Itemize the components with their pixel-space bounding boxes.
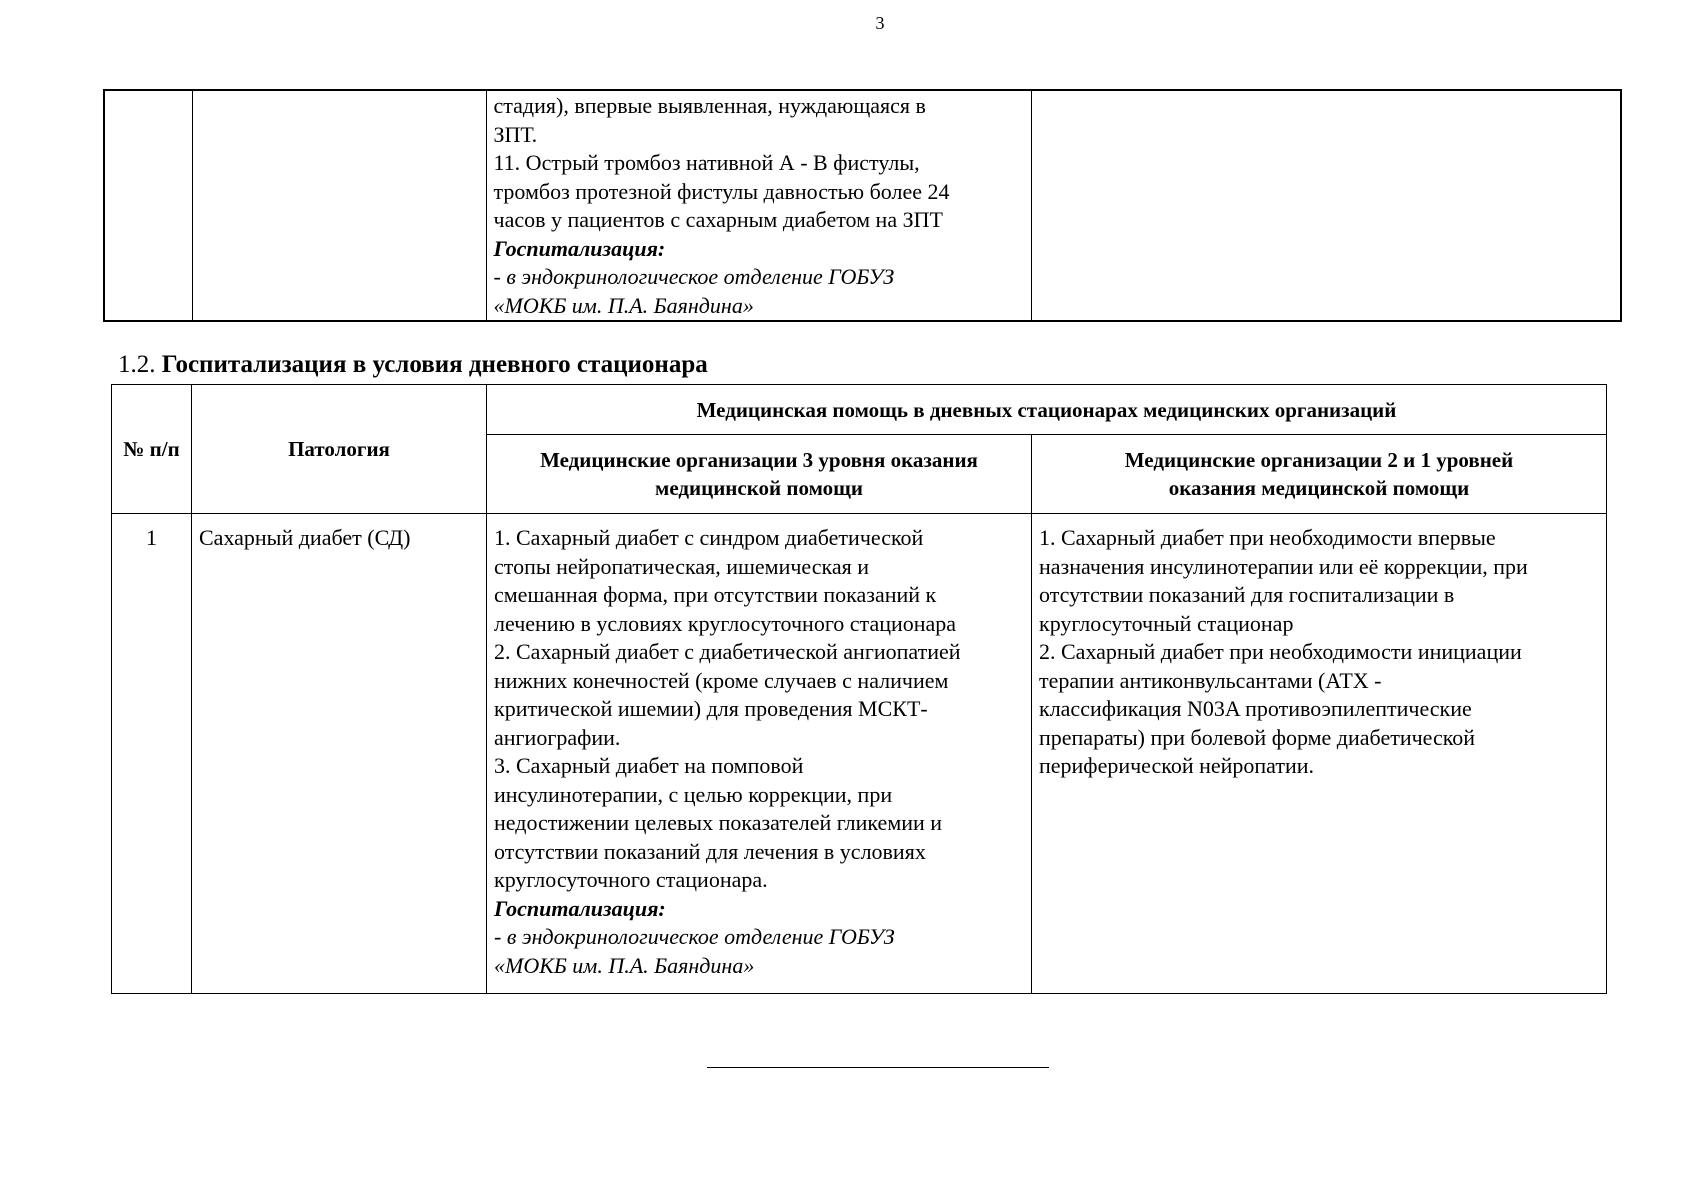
level3-cell — [486, 90, 1031, 321]
text-line: лечению в условиях круглосуточного стационара — [494, 610, 957, 636]
text-line: стадия), впервые выявленная, нуждающаяся в — [493, 93, 926, 118]
table-row — [104, 90, 1621, 321]
header-level3-line-1: Медицинские организации 3 уровня оказания — [540, 448, 978, 472]
text-line: отсутствии показаний для госпитализации в — [1039, 582, 1455, 607]
text-line: Госпитализация: — [493, 235, 666, 261]
text-line: круглосуточного стационара. — [494, 867, 768, 892]
row-pathology: Сахарный диабет (СД) — [192, 514, 487, 994]
header-row-1 — [112, 385, 1607, 435]
text-line: «МОКБ им. П.А. Баяндина» — [494, 952, 755, 978]
text-line: круглосуточный стационар — [1039, 610, 1294, 636]
closing-rule — [707, 1067, 1049, 1068]
text-line: «МОКБ им. П.А. Баяндина» — [493, 292, 754, 318]
continuation-table — [103, 89, 1622, 322]
header-group: Медицинская помощь в дневных стационарах медицинских организаций — [487, 385, 1607, 435]
row-level3 — [487, 514, 1032, 994]
header-level21 — [1032, 435, 1607, 514]
row-level21 — [1032, 514, 1607, 994]
text-line: 1. Сахарный диабет с синдром диабетической — [494, 525, 924, 550]
text-line: 11. Острый тромбоз нативной А - В фистулы, — [493, 150, 920, 175]
text-line: тромбоз протезной фистулы давностью более 24 — [493, 178, 950, 204]
text-line: ЗПТ. — [493, 121, 538, 147]
text-line: - в эндокринологическое отделение ГОБУЗ — [493, 264, 895, 289]
section-number: 1.2. — [118, 351, 156, 378]
header-level21-line-1: Медицинские организации 2 и 1 уровней — [1124, 448, 1514, 472]
header-level3-line-2: медицинской помощи — [655, 476, 863, 500]
table-row — [112, 514, 1607, 994]
text-line: классификация N03A противоэпилептические — [1039, 696, 1472, 721]
header-num: № п/п — [112, 385, 192, 514]
text-line: препараты) при болевой форме диабетической — [1039, 724, 1476, 750]
header-level21-line-2: оказания медицинской помощи — [1168, 476, 1470, 500]
level3-text — [494, 524, 1031, 980]
text-line: стопы нейропатическая, ишемическая и — [494, 553, 870, 579]
text-line: нижних конечностей (кроме случаев с наличием — [494, 667, 949, 693]
text-line: Госпитализация: — [494, 895, 666, 921]
level3-text — [494, 92, 1031, 320]
text-line: 3. Сахарный диабет на помповой — [494, 753, 804, 778]
header-pathology: Патология — [192, 385, 487, 514]
row-num: 1 — [112, 514, 192, 994]
text-line: 1. Сахарный диабет при необходимости впервые — [1039, 525, 1496, 550]
header-level3 — [487, 435, 1032, 514]
page-number: 3 — [875, 13, 885, 33]
text-line: инсулинотерапии, с целью коррекции, при — [494, 781, 893, 807]
text-line: часов у пациентов с сахарным диабетом на ЗПТ — [493, 207, 943, 232]
text-line: назначения инсулинотерапии или её коррекции, при — [1039, 553, 1528, 579]
text-line: терапии антиконвульсантами (АТХ - — [1039, 667, 1382, 693]
text-line: недостижении целевых показателей гликемии и — [494, 810, 943, 835]
text-line: 2. Сахарный диабет с диабетической ангиопатией — [494, 639, 961, 664]
num-cell — [104, 90, 192, 321]
text-line: критической ишемии) для проведения МСКТ- — [494, 696, 928, 721]
day-hospital-table — [111, 384, 1607, 994]
text-line: ангиографии. — [494, 724, 621, 750]
text-line: отсутствии показаний для лечения в условиях — [494, 838, 926, 864]
section-title: Госпитализация в условия дневного стационара — [161, 351, 708, 378]
level21-text — [1039, 524, 1606, 781]
text-line: 2. Сахарный диабет при необходимости инициации — [1039, 639, 1522, 664]
text-line: периферической нейропатии. — [1039, 753, 1315, 778]
text-line: смешанная форма, при отсутствии показаний к — [494, 582, 937, 607]
section-heading — [118, 350, 708, 380]
level21-cell — [1031, 90, 1621, 321]
pathology-cell — [192, 90, 486, 321]
text-line: - в эндокринологическое отделение ГОБУЗ — [494, 924, 895, 949]
